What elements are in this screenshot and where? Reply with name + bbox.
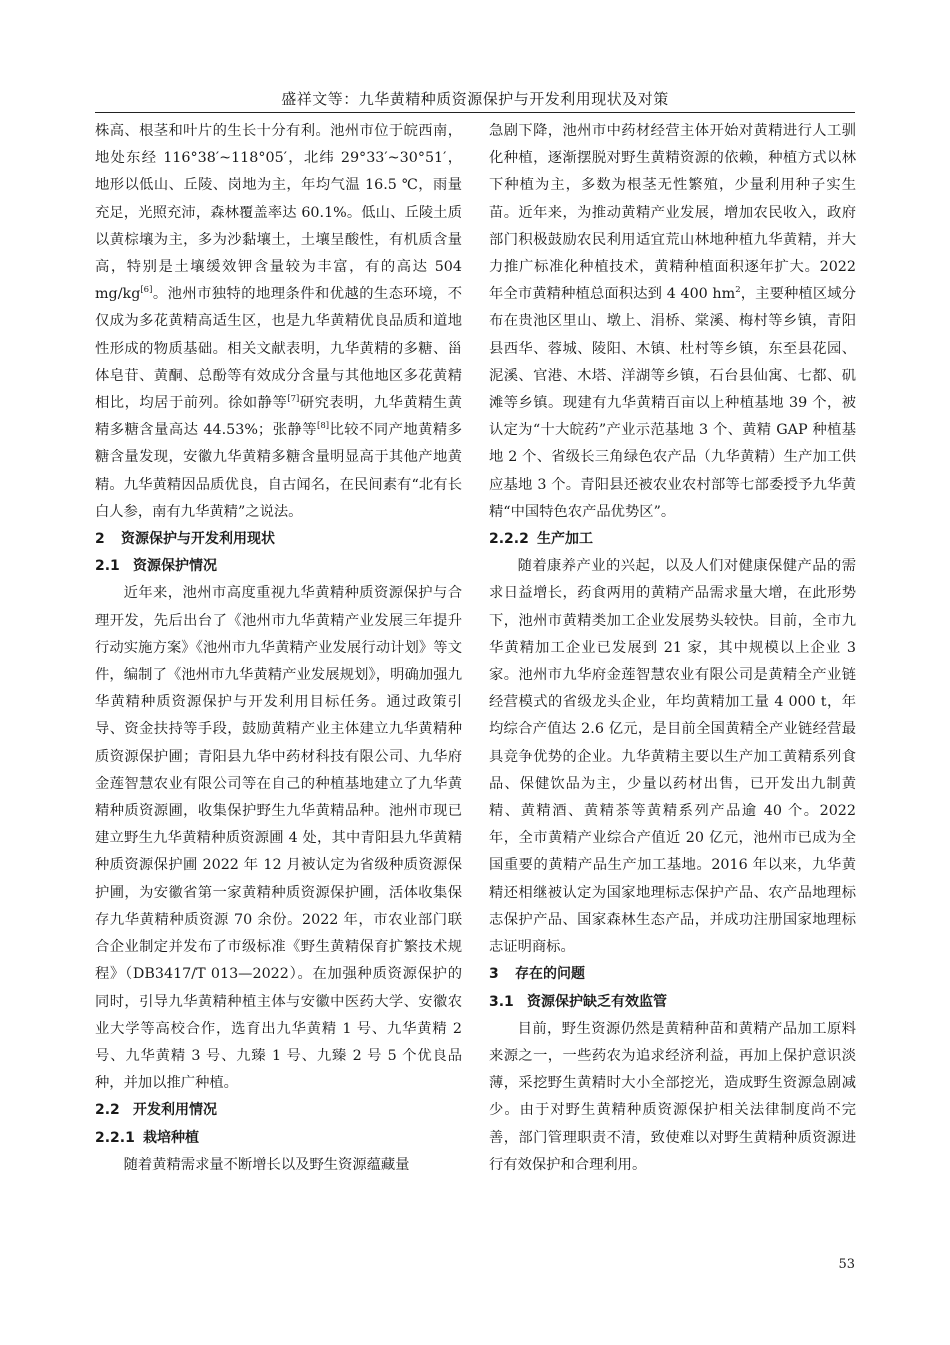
- header-rule: [95, 112, 855, 113]
- section-3-1-heading: 3.1 资源保护缺乏有效监管: [489, 993, 667, 1010]
- paragraph-resource-protection: 近年来，池州市高度重视九华黄精种质资源保护与合理开发，先后出台了《池州市九华黄精产业发展三年提升行动实施方案》《池州市九华黄精产业发展行动计划》等文件，编制了《池州市九华黄精产业发展规划》，明确加强九华黄精种质资源保护与开发利用目标任务。通过政策引导、资金扶持等手段，鼓励黄精产业主体建立九华黄精种质资源保护圃；青阳县九华中药材科技有限公司、九华府金莲智慧农业有限公司等在自己的种植基地建立了九华黄精种质资源圃，收集保护野生九华黄精品种。池州市现已建立野生九华黄精种质资源圃 4 处，其中青阳县九华黄精种质资源保护圃 2022 年 12 月被认定为省级种质资源保护圃，为安徽省第一家黄精种质资源保护圃，活体收集保存九华黄精种质资源 70 余份。2022 年，市农业部门联合企业制定并发布了市级标准《野生黄精保育扩繁技术规程》（DB3417/T 013—2022）。在加强种质资源保护的同时，引导九华黄精种植主体与安徽中医药大学、安徽农业大学等高校合作，选育出九华黄精 1 号、九华黄精 2 号、九华黄精 3 号、九臻 1 号、九臻 2 号 5 个优良品种，并加以推广种植。: [95, 585, 462, 1092]
- paragraph-supervision: 目前，野生资源仍然是黄精种苗和黄精产品加工原料来源之一，一些药农为追求经济利益，再加上保护意识淡薄，采挖野生黄精时大小全部挖光，造成野生资源急剧减少。由于对野生黄精种质资源保护相关法律制度尚不完善，部门管理职责不清，致使难以对野生黄精种质资源进行有效保护和合理利用。: [489, 1020, 856, 1173]
- section-2-2-2-heading: 2.2.2 生产加工: [489, 531, 593, 548]
- section-2-1-heading: 2.1 资源保护情况: [95, 558, 217, 575]
- right-column: [489, 118, 856, 1179]
- section-2-heading: 2 资源保护与开发利用现状: [95, 531, 275, 548]
- section-3-heading: 3 存在的问题: [489, 966, 585, 983]
- paragraph-processing: 随着康养产业的兴起，以及人们对健康保健产品的需求日益增长，药食两用的黄精产品需求量大增，在此形势下，池州市黄精类加工企业发展势头较快。目前，全市九华黄精加工企业已发展到 21 家，其中规模以上企业 3 家。池州市九华府金莲智慧农业有限公司是黄精全产业链经营模式的省级龙头企业，年均黄精加工量 4 000 t，年均综合产值达 2.6 亿元，是目前全国黄精全产业链经营最具竞争优势的企业。九华黄精主要以生产加工黄精系列食品、保健饮品为主，少量以药材出售，已开发出九制黄精、黄精酒、黄精茶等黄精系列产品逾 40 个。2022 年，全市黄精产业综合产值近 20 亿元，池州市已成为全国重要的黄精产品生产加工基地。2016 年以来，九华黄精还相继被认定为国家地理标志保护产品、农产品地理标志保护产品、国家森林生态产品，并成功注册国家地理标志证明商标。: [489, 558, 856, 956]
- paragraph-geography: 株高、根茎和叶片的生长十分有利。池州市位于皖西南，地处东经 116°38′~118°05′，北纬 29°33′~30°51′，地形以低山、丘陵、岗地为主，年均气温 16.5 ℃，雨量充足，光照充沛，森林覆盖率达 60.1%。低山、丘陵土质以黄棕壤为主，多为沙黏壤土，土壤呈酸性，有机质含量高，特别是土壤缓效钾含量较为丰富，有的高达 504 mg/kg[6]。池州市独特的地理条件和优越的生态环境，不仅成为多花黄精高适生区，也是九华黄精优良品质和道地性形成的物质基础。相关文献表明，九华黄精的多糖、甾体皂苷、黄酮、总酚等有效成分含量与其他地区多花黄精相比，均居于前列。徐如静等[7]研究表明，九华黄精生黄精多糖含量高达 44.53%；张静等[8]比较不同产地黄精多糖含量发现，安徽九华黄精多糖含量明显高于其他产地黄精。九华黄精因品质优良，自古闻名，在民间素有“北有长白人参，南有九华黄精”之说法。: [95, 123, 462, 520]
- citation-6: [6]: [140, 285, 153, 296]
- page-number: 53: [838, 1257, 855, 1272]
- paragraph-cultivation-cont: 急剧下降，池州市中药材经营主体开始对黄精进行人工驯化种植，逐渐摆脱对野生黄精资源的依赖，种植方式以林下种植为主，多数为根茎无性繁殖，少量利用种子实生苗。近年来，为推动黄精产业发展，增加农民收入，政府部门积极鼓励农民利用适宜荒山林地种植九华黄精，并大力推广标准化种植技术，黄精种植面积逐年扩大。2022 年全市黄精种植总面积达到 4 400 $hm^2$，主要种植区域分布在贵池区里山、墩上、涓桥、棠溪、梅村等乡镇，青阳县西华、蓉城、陵阳、木镇、杜村等乡镇，东至县花园、泥溪、官港、木塔、洋湖等乡镇，石台县仙寓、七都、矶滩等乡镇。现建有九华黄精百亩以上种植基地 39 个，被认定为“十大皖药”产业示范基地 3 个、黄精 GAP 种植基地 2 个、省级长三角绿色农产品（九华黄精）生产加工供应基地 3 个。青阳县还被农业农村部等七部委授予九华黄精“中国特色农产品优势区”。: [489, 123, 856, 520]
- citation-7: [7]: [287, 394, 300, 405]
- superscript-2: 2: [735, 285, 741, 296]
- paragraph-cultivation-start: 随着黄精需求量不断增长以及野生资源蕴藏量: [123, 1156, 410, 1173]
- section-2-2-1-heading: 2.2.1 栽培种植: [95, 1129, 199, 1146]
- citation-8: [8]: [317, 421, 330, 432]
- section-2-2-heading: 2.2 开发利用情况: [95, 1102, 217, 1119]
- left-column: [95, 118, 462, 1179]
- running-header: 盛祥文等：九华黄精种质资源保护与开发利用现状及对策: [281, 90, 669, 108]
